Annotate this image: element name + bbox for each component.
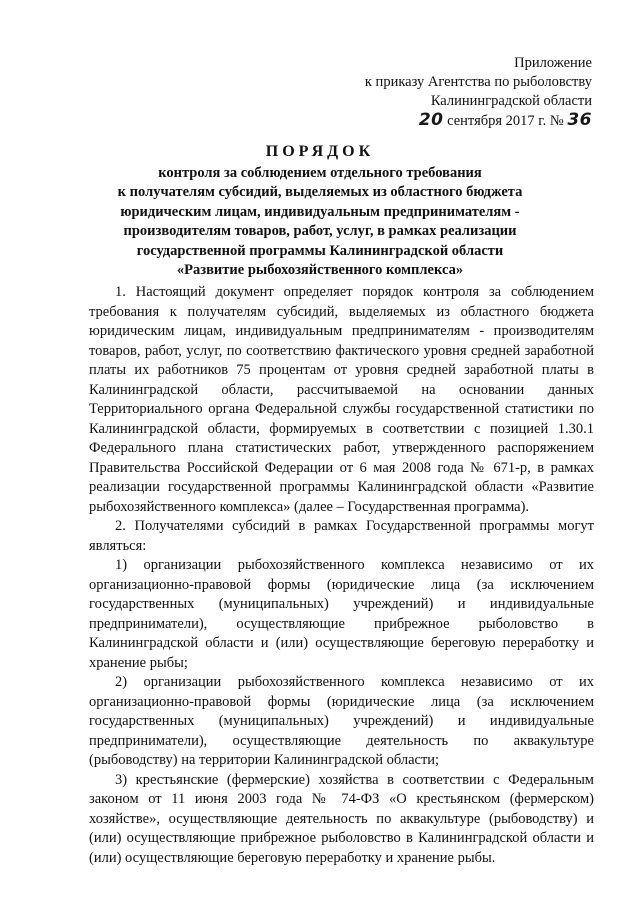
title-line-1: контроля за соблюдением отдельного требования bbox=[158, 164, 482, 181]
handwritten-order-number: 36 bbox=[567, 110, 592, 130]
appendix-label: Приложение bbox=[514, 55, 592, 71]
order-number-label: № bbox=[549, 113, 564, 129]
list-item-3: 3) крестьянские (фермерские) хозяйства в соответствии с Федеральным законом от 11 июня 2003 года № 74-ФЗ «О крестьянском (фермерском) хозяйстве», осуществляющие деятельность по аквакультуре (рыбоводству) и (или) осуществляющие прибрежное рыболовство в Калининградской области и (или) осуществляющие береговую переработку и хранение рыбы. bbox=[89, 771, 594, 866]
appendix-header bbox=[330, 54, 592, 131]
order-reference: к приказу Агентства по рыболовству bbox=[364, 74, 592, 90]
document-title bbox=[80, 142, 560, 281]
title-heading: ПОРЯДОК bbox=[265, 143, 375, 160]
document-body bbox=[89, 283, 594, 868]
title-line-4: производителям товаров, работ, услуг, в рамках реализации bbox=[123, 223, 517, 239]
title-line-3: юридическим лицам, индивидуальным предпринимателям - bbox=[120, 203, 520, 220]
title-line-6: «Развитие рыбохозяйственного комплекса» bbox=[176, 262, 464, 278]
paragraph-2: 2. Получателями субсидий в рамках Государственной программы могут являться: bbox=[89, 518, 594, 554]
list-item-2: 2) организации рыбохозяйственного комплекса независимо от их организационно-правовой формы (юридические лица (за исключением государственных (муниципальных) учреждений) и индивидуальные предприниматели), осуществляющие деятельность по аквакультуре (рыбоводству) на территории Калининградской области; bbox=[89, 674, 594, 768]
region-name: Калининградской области bbox=[430, 93, 592, 109]
handwritten-day: 20 bbox=[418, 110, 444, 130]
paragraph-1: 1. Настоящий документ определяет порядок контроля за соблюдением требования к получателям субсидий, выделяемых из областного бюджета юридическим лицам, индивидуальным предпринимателям - производителям товаров, работ, услуг, по соответствию фактического уровня средней заработной платы их работников 75 процентам от уровня средней заработной платы в Калининградской области, рассчитываемой на основании данных Территориального органа Федеральной службы государственной статистики по Калининградской области, формируемых в соответствии с позицией 1.30.1 Федерального плана статистических работ, утвержденного распоряжением Правительства Российской Федерации от 6 мая 2008 года № 671-р, в рамках реализации государственной программы Калининградской области «Развитие рыбохозяйственного комплекса» (далее – Государственная программа). bbox=[89, 284, 594, 515]
list-item-1: 1) организации рыбохозяйственного комплекса независимо от их организационно-правовой формы (юридические лица (за исключением государственных (муниципальных) учреждений) и индивидуальные предприниматели), осуществляющие прибрежное рыболовство в Калининградской области и (или) осуществляющие береговую переработку и хранение рыбы; bbox=[89, 557, 594, 671]
order-date-line bbox=[330, 111, 592, 131]
title-line-2: к получателям субсидий, выделяемых из областного бюджета bbox=[117, 184, 523, 200]
order-date-text: сентября 2017 г. bbox=[447, 113, 547, 129]
title-line-5: государственной программы Калининградской области bbox=[136, 242, 504, 259]
